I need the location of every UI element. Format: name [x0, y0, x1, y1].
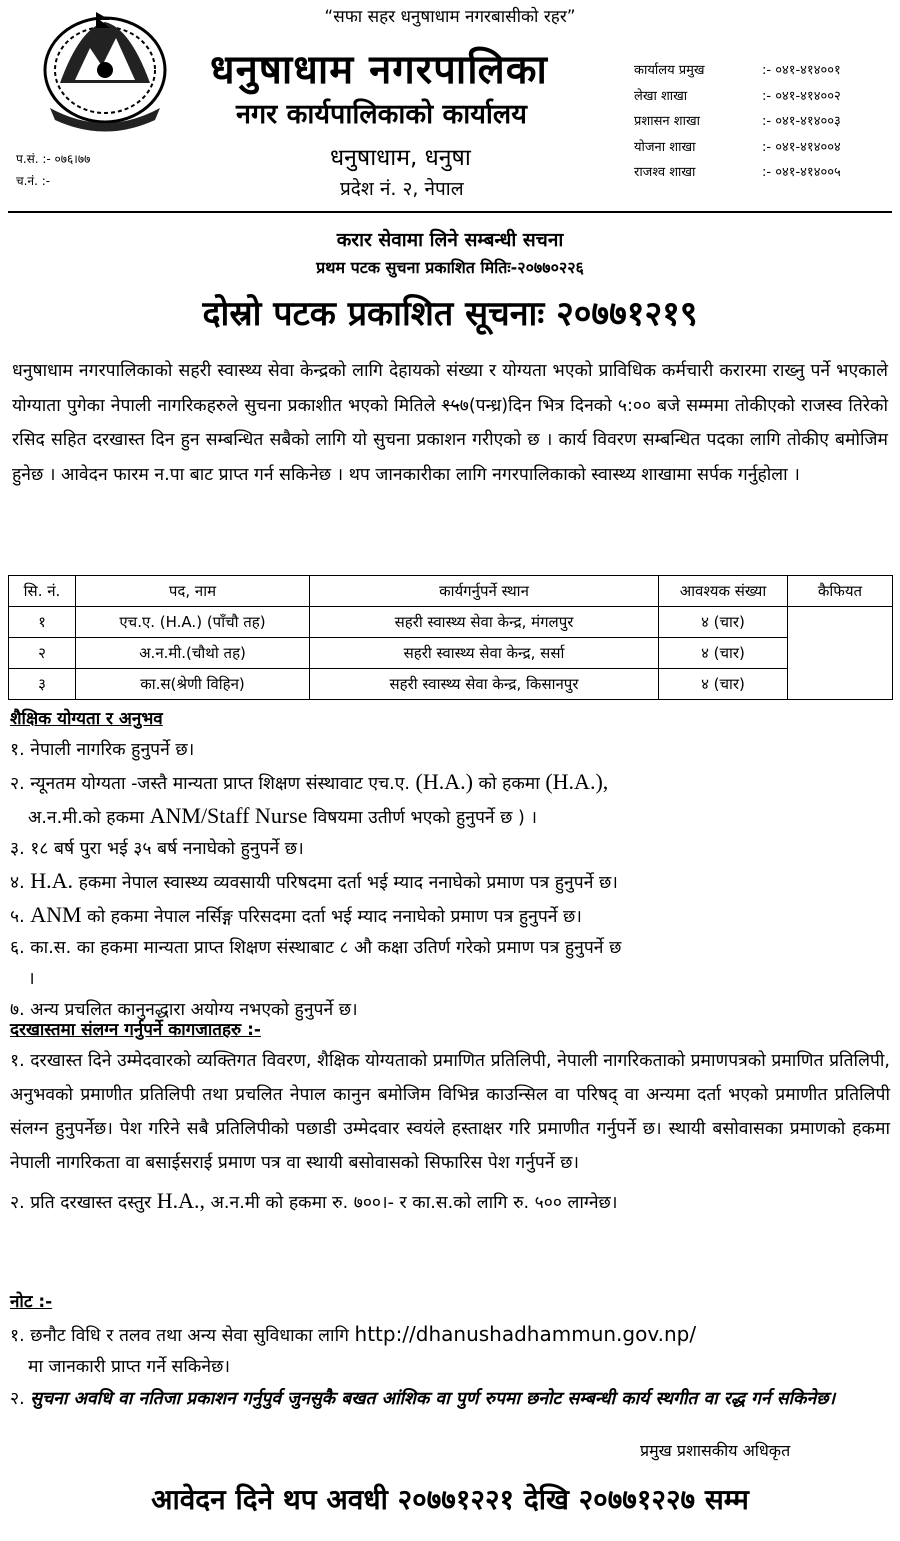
contact-phone: :- ०४१-४१४००२	[762, 88, 841, 104]
col-header: कैफियत	[788, 576, 893, 607]
contact-list	[634, 58, 841, 186]
cell-post: अ.न.मी.(चौथो तह)	[76, 638, 310, 669]
cell-place: सहरी स्वास्थ्य सेवा केन्द्र, सर्सा	[310, 638, 659, 669]
contact-label: राजश्व शाखा	[634, 165, 696, 180]
contact-label: प्रशासन शाखा	[634, 114, 700, 129]
documents-section	[10, 1016, 890, 1220]
cell-count: ४ (चार)	[659, 669, 788, 700]
contact-row	[634, 109, 841, 135]
contact-row	[634, 58, 841, 84]
qualification-text: को हकमा	[472, 774, 546, 794]
document-text: २. प्रति दरखास्त दस्तुर	[10, 1193, 157, 1213]
qualification-item	[10, 865, 890, 899]
cell-post: का.स(श्रेणी विहिन)	[76, 669, 310, 700]
org-title: धनुषाधाम नगरपालिका	[210, 47, 548, 93]
contact-phone: :- ०४१-४१४००५	[762, 165, 841, 180]
intro-paragraph	[12, 354, 888, 492]
qualification-text: २. न्यूनतम योग्यता -जस्तै मान्यता प्राप्त शिक्षण संस्थावाट एच.ए.	[10, 774, 416, 794]
first-published-date: प्रथम पटक सुचना प्रकाशित मितिः-२०७७०२२६	[316, 258, 584, 277]
cell-count: ४ (चार)	[659, 607, 788, 638]
qualification-text: को हकमा नेपाल नर्सिङ्ग परिसदमा दर्ता भई म्याद ननाघेको प्रमाण पत्र हुनुपर्ने छ।	[81, 907, 582, 927]
note-item	[10, 1384, 890, 1416]
cell-count: ४ (चार)	[659, 638, 788, 669]
contact-row	[634, 84, 841, 110]
contact-phone: :- ०४१-४१४००१	[762, 63, 841, 78]
col-header: कार्यगर्नुपर्ने स्थान	[310, 576, 659, 607]
qualification-item: ६. का.स. का हकमा मान्यता प्राप्त शिक्षण संस्थाबाट ८ औ कक्षा उतिर्ण गरेको प्रमाण पत्र हुनुपर्ने छ	[10, 938, 622, 958]
col-header: सि. नं.	[9, 576, 76, 607]
qualification-text: ANM/Staff Nurse	[149, 803, 308, 828]
cell-sn: १	[9, 607, 76, 638]
org-subtitle: नगर कार्यपालिकाको कार्यालय	[236, 99, 527, 130]
contact-label: लेखा शाखा	[634, 88, 688, 104]
notes-heading: नोट :-	[10, 1292, 53, 1312]
cell-place: सहरी स्वास्थ्य सेवा केन्द्र, किसानपुर	[310, 669, 659, 700]
document-item	[10, 1184, 890, 1220]
qualifications-heading: शैक्षिक योग्यता र अनुभव	[10, 709, 163, 729]
cell-place: सहरी स्वास्थ्य सेवा केन्द्र, मंगलपुर	[310, 607, 659, 638]
qualification-text: H.A.	[30, 868, 74, 893]
intro-text-2: दिन भित्र दिनको ५:०० बजे सम्ममा तोकीएको राजस्व तिरेको रसिद सहित दरखास्त दिन हुन सम्बन्धित सबैको लागि यो सुचना प्रकाशन गरीएको छ । कार्य विवरण सम्बन्धित पदका लागि तोकीए बमोजिम हुनेछ । आवेदन फारम न.पा बाट प्राप्त गर्न सकिनेछ । थप जानकारीका लागि नगरपालिकाको स्वास्थ्य शाखामा सर्पक गर्नुहोला ।	[12, 395, 888, 485]
notice-title: करार सेवामा लिने सम्बन्धी सचना	[336, 229, 564, 251]
contact-label: कार्यालय प्रमुख	[634, 63, 705, 78]
notes-section	[10, 1287, 890, 1415]
header-divider	[8, 211, 892, 213]
qualification-text: ANM	[30, 902, 82, 927]
intro-text-1: धनुषाधाम नगरपालिकाको सहरी स्वास्थ्य सेवा केन्द्रको लागि देहायको संख्या र योग्यता भएको प्राविधिक कर्मचारी करारमा राख्नु पर्ने भएकाले योग्याता पुगेका नेपाली नागरिकहरुले सुचना प्रकाशीत भएको मितिले	[12, 361, 888, 416]
qualification-text: (H.A.),	[545, 769, 609, 794]
contact-phone: :- ०४१-४१४००३	[762, 114, 841, 129]
note-number: २.	[10, 1388, 31, 1409]
website-link[interactable]: http://dhanushadhammun.gov.np/	[354, 1321, 697, 1346]
footer-deadline: आवेदन दिने थप अवधी २०७७१२२१ देखि २०७७१२२७ सम्म	[151, 1483, 749, 1516]
reference-numbers	[16, 148, 90, 192]
document-text: H.A.,	[156, 1188, 205, 1213]
corrected-days: ७(पन्ध्र)	[459, 395, 509, 416]
note-item	[10, 1319, 890, 1353]
struck-days: १५	[441, 395, 460, 416]
contact-phone: :- ०४१-४१४००४	[762, 139, 841, 155]
table-row	[9, 638, 893, 669]
posts-table	[8, 575, 893, 700]
documents-heading: दरखास्तमा संलग्न गर्नुपर्ने कागजातहरु :-	[10, 1020, 261, 1040]
qualification-item: ३. १८ बर्ष पुरा भई ३५ बर्ष ननाघेको हुनुपर्ने छ।	[10, 839, 304, 859]
cell-sn: २	[9, 638, 76, 669]
note-item: मा जानकारी प्राप्त गर्ने सकिनेछ।	[28, 1357, 230, 1377]
qualification-text: ५.	[10, 907, 31, 927]
motto: “सफा सहर धनुषाधाम नगरबासीको रहर”	[324, 7, 576, 27]
contact-label: योजना शाखा	[634, 139, 696, 155]
col-header: आवश्यक संख्या	[659, 576, 788, 607]
qualification-text: विषयमा उतीर्ण भएको हुनुपर्ने छ ) ।	[307, 808, 538, 828]
qualification-text: (H.A.)	[415, 769, 473, 794]
qualification-item	[10, 800, 890, 834]
contact-row	[634, 135, 841, 161]
qualification-item: १. नेपाली नागरिक हुनुपर्ने छ।	[10, 740, 195, 760]
org-province: प्रदेश नं. २, नेपाल	[340, 178, 464, 200]
qualification-text: ४.	[10, 873, 31, 893]
document-text: अ.न.मी को हकमा रु. ७००।- र का.स.को लागि रु. ५०० लाग्नेछ।	[204, 1193, 618, 1213]
document-item: १. दरखास्त दिने उम्मेदवारको व्यक्तिगत विवरण, शैक्षिक योग्यताको प्रमाणित प्रतिलिपी, नेपाली नागरिकताको प्रमाणपत्रको प्रमाणित प्रतिलिपी, अनुभवको प्रमाणीत प्रतिलिपी तथा प्रचलित नेपाल कानुन बमोजिम विभिन्न काउन्सिल वा परिषद् वा अन्यमा दर्ता भएको प्रमाणीत प्रतिलिपी संलग्न हुनुपर्नेछ। पेश गरिने सबै प्रतिलिपीको पछाडी उम्मेदवार स्वयंले हस्ताक्षर गरि प्रमाणीत गर्नुपर्ने छ। स्थायी बसोवासका प्रमाणको हकमा नेपाली नागरिकता वा बसाईसराई प्रमाण पत्र वा स्थायी बसोवासको सिफारिस पेश गर्नुपर्ने छ।	[10, 1051, 890, 1173]
qualification-text: हकमा नेपाल स्वास्थ्य व्यवसायी परिषदमा दर्ता भई म्याद ननाघेको प्रमाण पत्र हुनुपर्ने छ।	[73, 873, 618, 893]
second-published-heading: दोस्रो पटक प्रकाशित सूचनाः २०७७१२१९	[202, 294, 698, 334]
ref-cn: च.नं. :-	[16, 174, 51, 188]
contact-row	[634, 160, 841, 186]
qualifications-section	[10, 704, 890, 1026]
qualification-item	[10, 899, 890, 933]
col-header: पद, नाम	[76, 576, 310, 607]
table-header-row	[9, 576, 893, 607]
table-row	[9, 607, 893, 638]
signatory-title: प्रमुख प्रशासकीय अधिकृत	[640, 1441, 791, 1460]
cell-remarks	[788, 607, 893, 700]
qualification-item	[10, 766, 890, 800]
org-address: धनुषाधाम, धनुषा	[330, 145, 471, 171]
qualification-item: ।	[28, 969, 35, 989]
cell-post: एच.ए. (H.A.) (पाँचौ तह)	[76, 607, 310, 638]
government-emblem-icon	[30, 8, 180, 138]
note-text: सुचना अवधि वा नतिजा प्रकाशन गर्नुपुर्व जुनसुकै बखत आंशिक वा पुर्ण रुपमा छनोट सम्बन्धी कार्य स्थगीत वा रद्ध गर्न सकिनेछ।	[30, 1388, 836, 1409]
table-row	[9, 669, 893, 700]
cell-sn: ३	[9, 669, 76, 700]
note-text: १. छनौट विधि र तलव तथा अन्य सेवा सुविधाका लागि	[10, 1325, 355, 1346]
qualification-item: ७. अन्य प्रचलित कानुनद्धारा अयोग्य नभएको हुनुपर्ने छ।	[10, 1000, 358, 1020]
ref-ps: प.सं. :- ०७६।७७	[16, 152, 91, 166]
qualification-text: अ.न.मी.को हकमा	[28, 808, 150, 828]
